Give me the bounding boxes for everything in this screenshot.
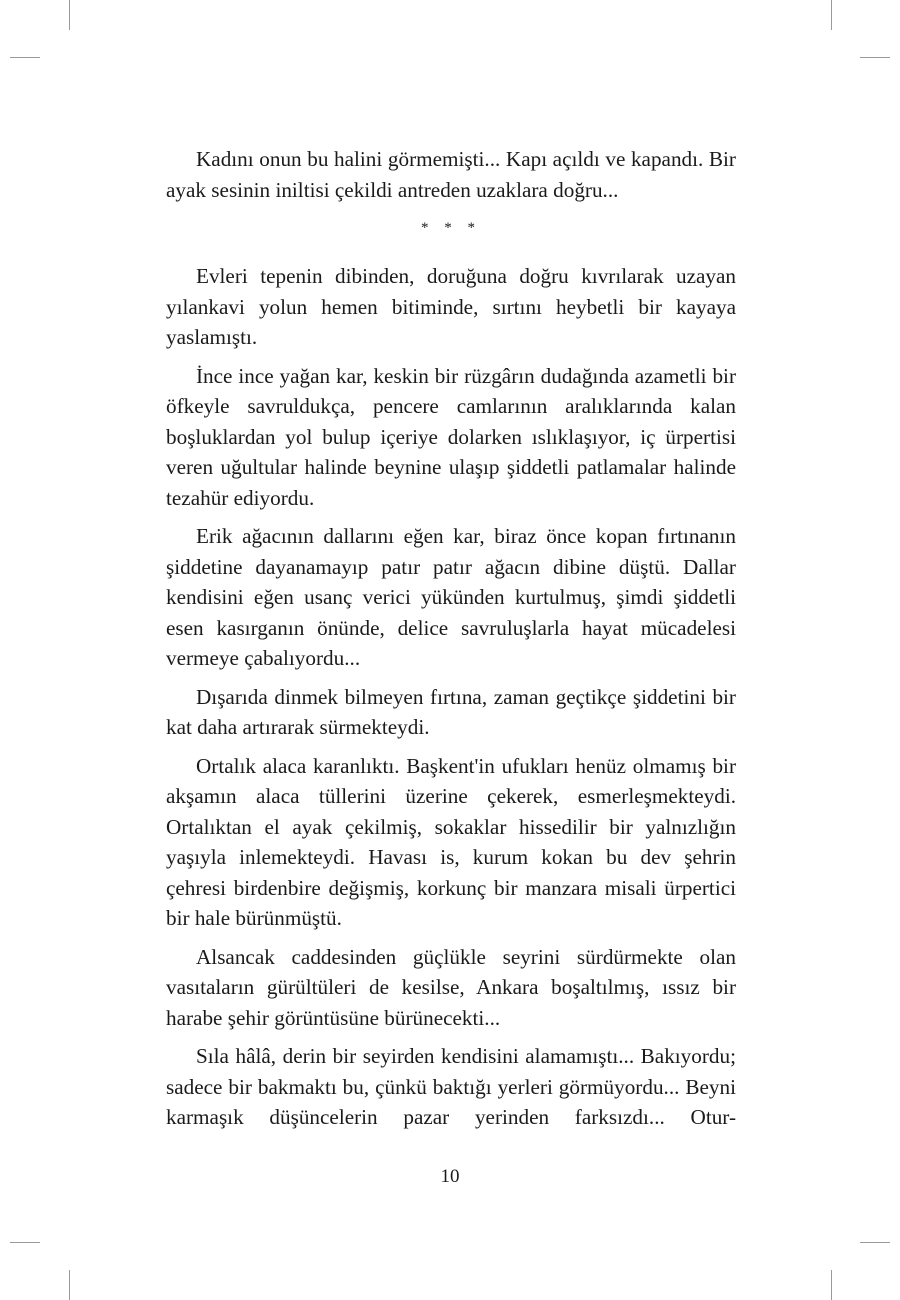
crop-mark-right-top [860, 57, 890, 58]
crop-mark-right-bottom [860, 1242, 890, 1243]
paragraph-7: Alsancak caddesinden güçlükle seyrini sürdürmekte olan vasıtaların gürültüleri de kesilse, Ankara boşaltılmış, ıssız bir harabe şehir görüntüsüne bürünecekti... [166, 944, 736, 1030]
crop-mark-left-top [10, 57, 40, 58]
paragraph-5: Dışarıda dinmek bilmeyen fırtına, zaman geçtikçe şiddetini bir kat daha artırarak sürmekteydi. [166, 684, 736, 739]
paragraph-1: Kadını onun bu halini görmemişti... Kapı açıldı ve kapandı. Bir ayak sesinin iniltisi çekildi antreden uzaklara doğru... [166, 147, 736, 202]
paragraph-2: Evleri tepenin dibinden, doruğuna doğru kıvrılarak uzayan yılankavi yolun hemen bitiminde, sırtını heybetli bir kayaya yaslamıştı. [166, 264, 736, 349]
page-number: 10 [440, 1166, 460, 1187]
scene-separator: * * * [421, 220, 481, 236]
crop-mark-left-bottom [10, 1242, 40, 1243]
paragraph-3: İnce ince yağan kar, keskin bir rüzgârın dudağında azametli bir öfkeyle savruldukça, pencere camlarının aralıklarında kalan boşluklardan yol bulup içeriye dolarken ıslıklaşıyor, iç ürpertisi veren uğultular halinde beynine ulaşıp şiddetli patlamalar halinde tezahür ediyordu. [166, 363, 736, 510]
crop-mark-top-right [831, 0, 832, 30]
paragraph-4: Erik ağacının dallarını eğen kar, biraz önce kopan fırtınanın şiddetine dayanamayıp patır patır ağacın dibine düştü. Dallar kendisini eğen usanç verici yükünden kurtulmuş, şimdi şiddetli esen kasırganın önünde, delice savruluşlarla hayat mücadelesi vermeye çabalıyordu... [166, 524, 736, 670]
crop-mark-bottom-left [69, 1270, 70, 1300]
paragraph-6: Ortalık alaca karanlıktı. Başkent'in ufukları henüz olmamış bir akşamın alaca tüllerini üzerine çekerek, esmerleşmekteydi. Ortalıktan el ayak çekilmiş, sokaklar hissedilir bir yalnızlığın yaşıyla inlemekteydi. Havası is, kurum kokan bu dev şehrin çehresi birdenbire değişmiş, korkunç bir manzara misali ürpertici bir hale bürünmüştü. [166, 753, 736, 930]
crop-mark-top-left [69, 0, 70, 30]
paragraph-8: Sıla hâlâ, derin bir seyirden kendisini alamamıştı... Bakıyordu; sadece bir bakmaktı bu, çünkü baktığı yerleri görmüyordu... Beyni karmaşık düşüncelerin pazar yerinden farksızdı... Otur- [166, 1044, 736, 1129]
crop-mark-bottom-right [831, 1270, 832, 1300]
page-body [166, 144, 736, 1141]
